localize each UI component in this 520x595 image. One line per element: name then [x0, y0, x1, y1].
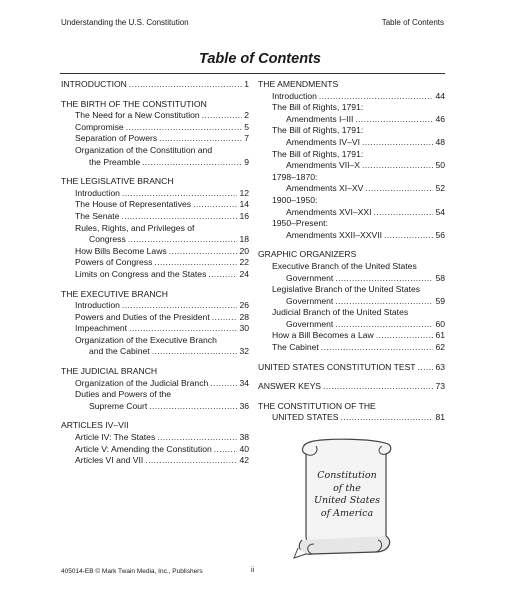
toc-entry-label: UNITED STATES — [272, 412, 339, 423]
toc-entry-label: Government — [286, 272, 334, 283]
toc-section — [258, 401, 445, 424]
toc-entry-label: How a Bill Becomes a Law — [272, 330, 374, 341]
toc-entry-label: Organization of the Judicial Branch — [75, 377, 209, 388]
toc-entry-page: 28 — [239, 311, 249, 322]
toc-entry-label: The Bill of Rights, 1791: — [272, 102, 364, 113]
toc-entry-label: Executive Branch of the United States — [272, 260, 417, 271]
running-header-left: Understanding the U.S. Constitution — [61, 18, 189, 27]
toc-entry-label: Amendments XVI–XXI — [286, 206, 372, 217]
dot-leader — [121, 211, 237, 223]
toc-entry-label: Duties and Powers of the — [75, 389, 172, 400]
dot-leader — [128, 234, 238, 246]
toc-entry[interactable] — [61, 246, 249, 258]
toc-entry[interactable] — [258, 342, 445, 354]
toc-entry-page: 50 — [435, 160, 445, 171]
toc-entry[interactable] — [258, 381, 445, 393]
toc-entry[interactable] — [61, 455, 249, 467]
toc-entry-label: The Need for a New Constitution — [75, 110, 200, 121]
toc-entry[interactable] — [61, 269, 249, 281]
toc-entry[interactable] — [258, 319, 445, 331]
toc-entry[interactable] — [61, 257, 249, 269]
toc-entry[interactable] — [258, 137, 445, 149]
toc-entry-page: 44 — [435, 90, 445, 101]
dot-leader — [418, 362, 434, 374]
dot-leader — [122, 188, 238, 200]
toc-entry[interactable] — [61, 110, 249, 122]
toc-entry[interactable] — [258, 114, 445, 126]
toc-entry-page: 2 — [244, 110, 249, 121]
dot-leader — [202, 110, 243, 122]
toc-entry-label: The Bill of Rights, 1791: — [272, 125, 364, 136]
toc-section — [258, 79, 445, 241]
toc-section — [61, 79, 249, 91]
toc-entry[interactable] — [258, 273, 445, 285]
toc-section — [61, 366, 249, 412]
toc-entry-page: 5 — [244, 121, 249, 132]
dot-leader — [157, 432, 237, 444]
running-header-right: Table of Contents — [381, 18, 444, 27]
toc-entry-page: 38 — [239, 432, 249, 443]
toc-entry-label: Government — [286, 318, 334, 329]
toc-entry-label: Limits on Congress and the States — [75, 268, 207, 279]
toc-entry[interactable] — [61, 122, 249, 134]
toc-entry-page: 16 — [239, 210, 249, 221]
dot-leader — [193, 199, 237, 211]
toc-entry[interactable] — [61, 300, 249, 312]
toc-entry-page: 61 — [435, 330, 445, 341]
toc-entry-page: 36 — [239, 400, 249, 411]
toc-entry-page: 12 — [239, 187, 249, 198]
toc-entry-label: Amendments VII–X — [286, 160, 361, 171]
dot-leader — [321, 342, 434, 354]
toc-entry-label: 1900–1950: — [272, 194, 318, 205]
toc-section — [61, 99, 249, 169]
toc-entry[interactable] — [61, 234, 249, 246]
toc-entry-page: 14 — [239, 199, 249, 210]
toc-entry-label: ANSWER KEYS — [258, 381, 322, 392]
dot-leader — [159, 133, 242, 145]
dot-leader — [214, 444, 238, 456]
page-title: Table of Contents — [199, 51, 321, 67]
toc-entry-label: Powers and Duties of the President — [75, 311, 210, 322]
toc-entry-label: Amendments XI–XV — [286, 183, 364, 194]
toc-entry[interactable] — [258, 412, 445, 424]
toc-section-title: THE EXECUTIVE BRANCH — [61, 288, 168, 299]
toc-entry[interactable] — [61, 157, 249, 169]
dot-leader — [154, 257, 237, 269]
toc-entry-label: Articles VI and VII — [75, 455, 144, 466]
dot-leader — [122, 300, 238, 312]
toc-entry-label: Compromise — [75, 121, 124, 132]
toc-entry[interactable] — [61, 323, 249, 335]
toc-entry-label: Article V: Amending the Constitution — [75, 443, 212, 454]
dot-leader — [129, 79, 242, 91]
toc-entry[interactable] — [258, 230, 445, 242]
toc-entry[interactable] — [61, 199, 249, 211]
toc-entry-page: 20 — [239, 245, 249, 256]
dot-leader — [145, 455, 237, 467]
toc-entry-page: 58 — [435, 272, 445, 283]
toc-entry-page: 52 — [435, 183, 445, 194]
toc-section-title: GRAPHIC ORGANIZERS — [258, 249, 357, 260]
toc-section-title: THE LEGISLATIVE BRANCH — [61, 176, 174, 187]
toc-entry[interactable] — [258, 207, 445, 219]
scroll-line: Constitution — [317, 470, 377, 481]
toc-entry-page: 73 — [435, 381, 445, 392]
toc-entry-label: Organization of the Executive Branch — [75, 334, 217, 345]
scroll-line: of America — [320, 507, 374, 519]
dot-leader — [362, 160, 433, 172]
dot-leader — [210, 378, 237, 390]
toc-entry-label: INTRODUCTION — [61, 79, 127, 89]
dot-leader — [365, 183, 433, 195]
dot-leader — [384, 230, 433, 242]
toc-entry-label: Legislative Branch of the United States — [272, 284, 421, 295]
toc-entry-page: 30 — [239, 323, 249, 334]
toc-section-title: ARTICLES IV–VII — [61, 420, 129, 431]
toc-entry-page: 1 — [244, 79, 249, 89]
dot-leader — [208, 269, 237, 281]
toc-entry-page: 62 — [435, 342, 445, 353]
toc-entry-label: Rules, Rights, and Privileges of — [75, 222, 195, 233]
toc-section-title: THE BIRTH OF THE CONSTITUTION — [61, 98, 207, 109]
toc-entry[interactable] — [258, 183, 445, 195]
dot-leader — [376, 330, 434, 342]
toc-entry-page: 48 — [435, 136, 445, 147]
toc-section — [61, 176, 249, 280]
toc-entry-label: How Bills Become Laws — [75, 245, 167, 256]
dot-leader — [341, 412, 434, 424]
toc-entry-page: 34 — [239, 377, 249, 388]
toc-entry[interactable] — [258, 296, 445, 308]
toc-entry-label: and the Cabinet — [89, 346, 150, 357]
toc-entry-page: 63 — [435, 361, 445, 372]
toc-entry[interactable] — [61, 432, 249, 444]
dot-leader — [129, 323, 237, 335]
toc-entry-label: Amendments XXII–XXVII — [286, 229, 383, 240]
toc-section-title: THE JUDICIAL BRANCH — [61, 366, 158, 377]
toc-entry-page: 59 — [435, 295, 445, 306]
toc-entry-label: The Cabinet — [272, 342, 319, 353]
toc-entry-page: 54 — [435, 206, 445, 217]
dot-leader — [323, 381, 433, 393]
toc-entry-page: 22 — [239, 257, 249, 268]
toc-entry-label: Amendments I–III — [286, 113, 354, 124]
toc-entry-page: 18 — [239, 234, 249, 245]
scroll-caption — [302, 470, 392, 520]
dot-leader — [355, 114, 433, 126]
toc-entry-label: 1798–1870: — [272, 171, 318, 182]
toc-entry[interactable] — [61, 79, 249, 91]
toc-entry-label: Introduction — [272, 90, 317, 101]
dot-leader — [169, 246, 238, 258]
toc-entry-label: the Preamble — [89, 156, 141, 167]
toc-entry-label: The House of Representatives — [75, 199, 192, 210]
toc-entry[interactable] — [258, 91, 445, 103]
toc-entry[interactable] — [61, 378, 249, 390]
toc-entry[interactable] — [61, 312, 249, 324]
toc-entry-label: Powers of Congress — [75, 257, 153, 268]
scroll-line: of the — [333, 482, 361, 494]
toc-entry-label: Supreme Court — [89, 400, 148, 411]
dot-leader — [319, 91, 434, 103]
dot-leader — [142, 157, 242, 169]
toc-entry-page: 56 — [435, 229, 445, 240]
footer-page-number: ii — [251, 567, 255, 574]
toc-entry-page: 40 — [239, 443, 249, 454]
dot-leader — [335, 273, 433, 285]
toc-entry-page: 24 — [239, 268, 249, 279]
toc-entry-label: The Senate — [75, 210, 120, 221]
dot-leader — [335, 319, 433, 331]
toc-section-title: THE CONSTITUTION OF THE — [258, 400, 376, 411]
dot-leader — [212, 312, 238, 324]
dot-leader — [374, 207, 434, 219]
toc-column-left — [61, 79, 249, 475]
toc-entry[interactable] — [61, 444, 249, 456]
toc-entry[interactable] — [258, 330, 445, 342]
scroll-line: United States — [313, 495, 380, 506]
toc-entry[interactable] — [61, 188, 249, 200]
toc-entry[interactable] — [61, 401, 249, 413]
toc-entry-page: 60 — [435, 318, 445, 329]
dot-leader — [149, 401, 237, 413]
toc-section — [258, 362, 445, 374]
toc-section — [61, 289, 249, 359]
toc-section — [258, 381, 445, 393]
dot-leader — [362, 137, 433, 149]
toc-entry-label: UNITED STATES CONSTITUTION TEST — [258, 361, 416, 372]
toc-entry-label: Congress — [89, 234, 126, 245]
toc-entry-page: 81 — [435, 412, 445, 423]
toc-entry-label: Separation of Powers — [75, 133, 158, 144]
toc-entry-label: Introduction — [75, 300, 120, 311]
title-rule — [60, 73, 445, 74]
toc-entry[interactable] — [61, 133, 249, 145]
toc-section-title: THE AMENDMENTS — [258, 79, 339, 89]
dot-leader — [335, 296, 433, 308]
dot-leader — [126, 122, 243, 134]
toc-entry-label: Amendments IV–VI — [286, 136, 361, 147]
toc-entry[interactable] — [258, 362, 445, 374]
toc-entry-page: 32 — [239, 346, 249, 357]
toc-entry[interactable] — [61, 211, 249, 223]
toc-section — [61, 420, 249, 466]
toc-entry-label: Impeachment — [75, 323, 128, 334]
toc-entry-label: Introduction — [75, 187, 120, 198]
toc-entry-page: 42 — [239, 455, 249, 466]
toc-entry-page: 46 — [435, 113, 445, 124]
toc-entry-label: 1950–Present: — [272, 218, 328, 229]
toc-entry-page: 7 — [244, 133, 249, 144]
dot-leader — [152, 346, 238, 358]
toc-entry-label: Article IV: The States — [75, 432, 156, 443]
toc-entry-label: Government — [286, 295, 334, 306]
toc-entry-label: Organization of the Constitution and — [75, 144, 213, 155]
toc-section — [258, 249, 445, 353]
toc-entry-label: Judicial Branch of the United States — [272, 307, 409, 318]
toc-entry-page: 9 — [244, 156, 249, 167]
toc-entry-label: The Bill of Rights, 1791: — [272, 148, 364, 159]
footer-publisher: 405014-EB © Mark Twain Media, Inc., Publishers — [61, 568, 203, 575]
toc-column-right — [258, 79, 445, 432]
toc-entry-page: 26 — [239, 300, 249, 311]
toc-entry[interactable] — [258, 160, 445, 172]
toc-entry[interactable] — [61, 346, 249, 358]
